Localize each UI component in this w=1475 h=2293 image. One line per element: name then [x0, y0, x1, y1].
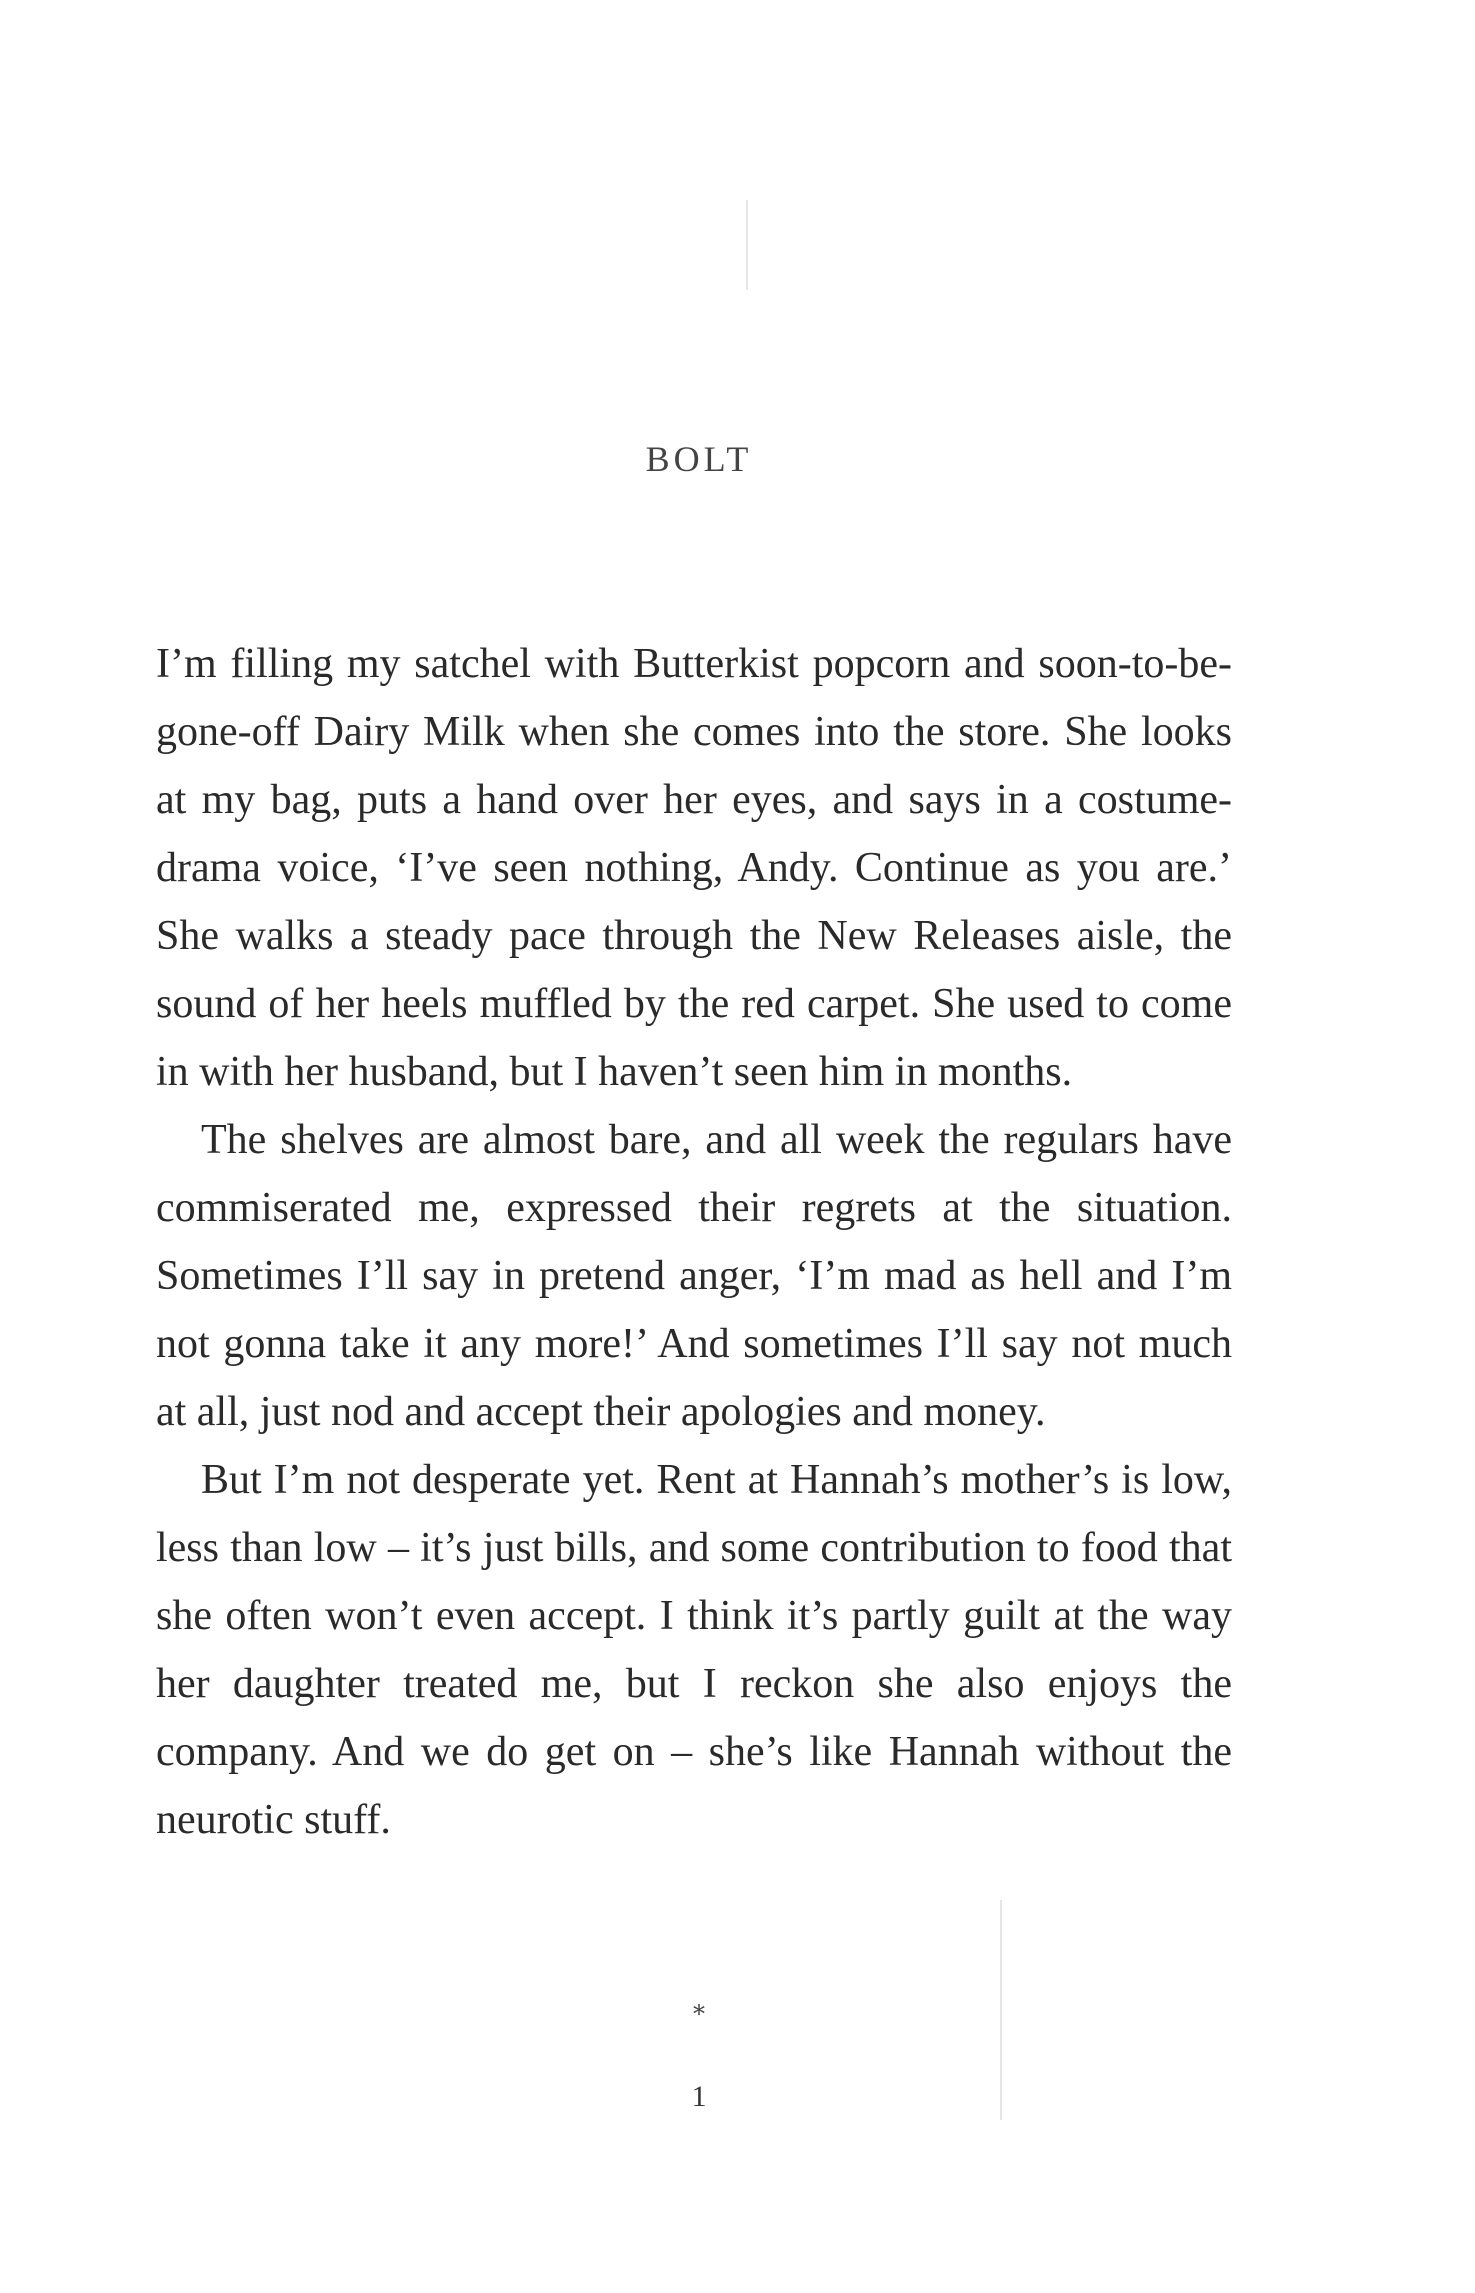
- paragraph-2: The shelves are almost bare, and all week the regulars have commiserated me, expressed their regrets at the situation. Sometimes I’ll say in pretend anger, ‘I’m mad as hell and I’m not gonna take it any more!’ And sometimes I’ll say not much at all, just nod and accept their apologies and money.: [156, 1117, 1232, 1435]
- section-break-ornament: *: [693, 2000, 705, 2028]
- scan-artifact: [746, 200, 748, 290]
- paragraph-3: But I’m not desperate yet. Rent at Hannah’s mother’s is low, less than low – it’s just bills, and some contribution to food that she often won’t even accept. I think it’s partly guilt at the way her daughter treated me, but I reckon she also enjoys the company. And we do get on – she’s like Hannah without the neurotic stuff.: [156, 1457, 1232, 1843]
- page-number: 1: [691, 2080, 707, 2113]
- running-head: BOLT: [645, 439, 753, 479]
- body-text: [156, 630, 1232, 1854]
- paragraph-1: I’m filling my satchel with Butterkist popcorn and soon-to-be-gone-off Dairy Milk when she comes into the store. She looks at my bag, puts a hand over her eyes, and says in a costume-drama voice, ‘I’ve seen nothing, Andy. Continue as you are.’ She walks a steady pace through the New Releases aisle, the sound of her heels muffled by the red carpet. She used to come in with her husband, but I haven’t seen him in months.: [156, 641, 1232, 1095]
